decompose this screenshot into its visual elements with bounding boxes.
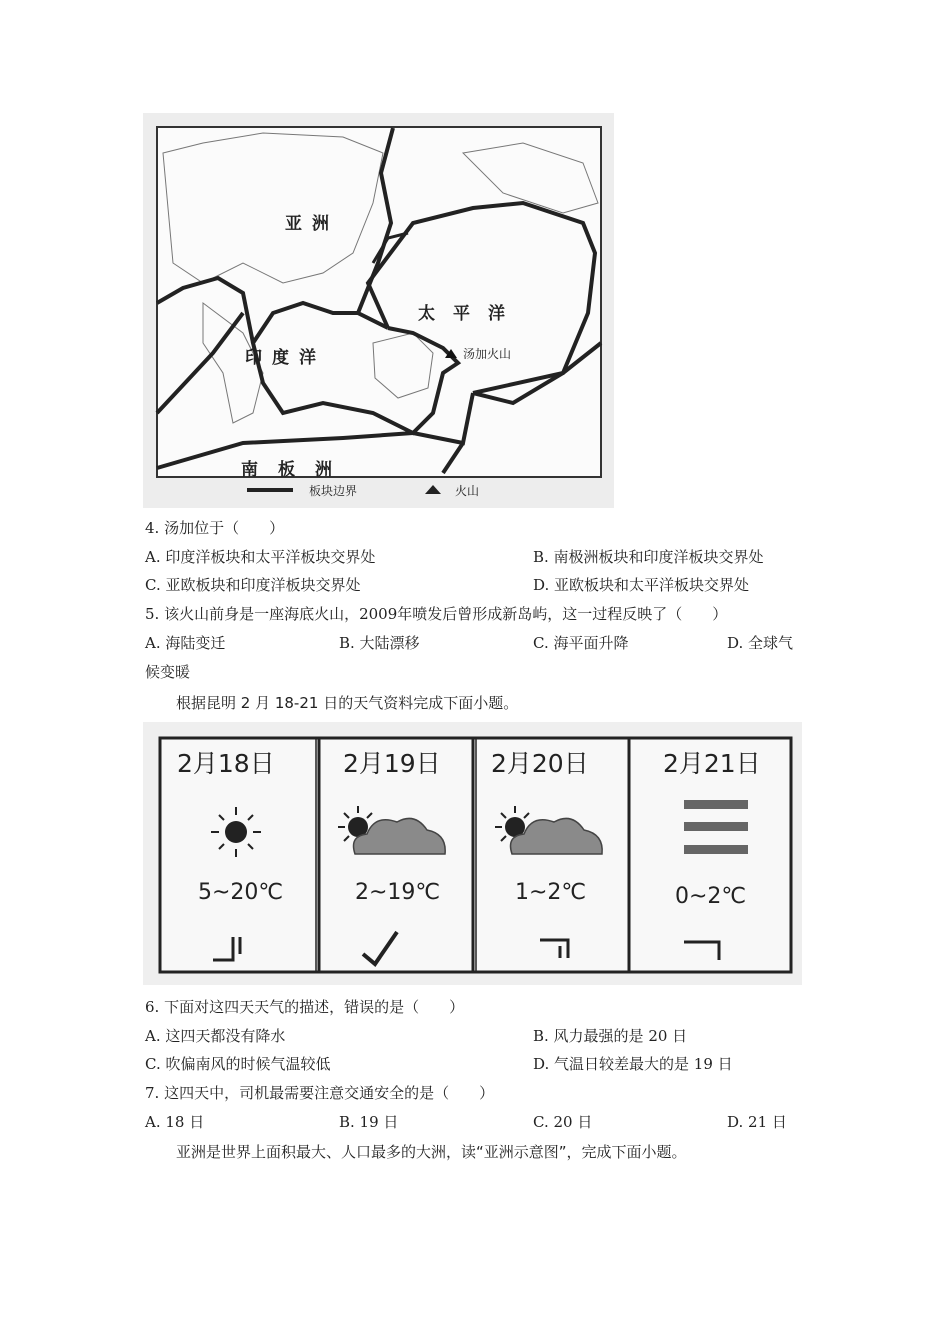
weather-panel	[143, 722, 802, 985]
weather-temp-2: 2~19℃	[355, 880, 441, 905]
question-7-option-c: C. 20 日	[533, 1113, 593, 1131]
fog-icon	[684, 800, 748, 854]
weather-date-4: 2月21日	[663, 749, 761, 778]
question-6-option-d: D. 气温日较差最大的是 19 日	[533, 1055, 733, 1073]
legend-boundary-label: 板块边界	[309, 484, 358, 498]
question-5-stem: 5. 该火山前身是一座海底火山，2009年喷发后曾形成新岛屿，这一过程反映了（ ）	[145, 605, 728, 623]
weather-date-3: 2月20日	[491, 749, 589, 778]
weather-date-1: 2月18日	[177, 749, 275, 778]
question-4-option-b: B. 南极洲板块和印度洋板块交界处	[533, 548, 764, 566]
weather-temp-4: 0~2℃	[675, 884, 747, 909]
plate-map	[143, 113, 614, 508]
question-4-option-c: C. 亚欧板块和印度洋板块交界处	[145, 576, 361, 594]
question-4-option-a: A. 印度洋板块和太平洋板块交界处	[145, 548, 376, 566]
question-5-option-d: D. 全球气	[727, 634, 794, 652]
question-4-option-d: D. 亚欧板块和太平洋板块交界处	[533, 576, 750, 594]
label-tonga-volcano: 汤加火山	[463, 347, 512, 361]
question-6-option-c: C. 吹偏南风的时候气温较低	[145, 1055, 331, 1073]
label-asia: 亚洲	[285, 214, 339, 234]
plate-map-graphic	[143, 113, 614, 508]
question-4-stem: 4. 汤加位于（ ）	[145, 519, 285, 537]
label-indian: 印度洋	[245, 348, 326, 368]
weather-temp-1: 5~20℃	[198, 880, 284, 905]
question-5-option-b: B. 大陆漂移	[339, 634, 420, 652]
weather-intro: 根据昆明 2 月 18-21 日的天气资料完成下面小题。	[176, 694, 519, 712]
label-antarctic: 南板洲	[241, 460, 352, 480]
legend-volcano-label: 火山	[455, 484, 480, 498]
question-7-stem: 7. 这四天中，司机最需要注意交通安全的是（ ）	[145, 1084, 495, 1102]
question-6-option-a: A. 这四天都没有降水	[145, 1027, 286, 1045]
question-7-option-d: D. 21 日	[727, 1113, 787, 1131]
question-5-option-c: C. 海平面升降	[533, 634, 629, 652]
legend-volcano-icon	[425, 485, 441, 494]
question-5-option-d-continued: 候变暖	[145, 663, 191, 681]
question-5-option-a: A. 海陆变迁	[145, 634, 226, 652]
question-6-stem: 6. 下面对这四天天气的描述，错误的是（ ）	[145, 998, 465, 1016]
label-pacific: 太平洋	[418, 304, 523, 324]
question-7-option-a: A. 18 日	[145, 1113, 205, 1131]
weather-date-2: 2月19日	[343, 749, 441, 778]
question-6-option-b: B. 风力最强的是 20 日	[533, 1027, 688, 1045]
weather-temp-3: 1~2℃	[515, 880, 587, 905]
asia-intro: 亚洲是世界上面积最大、人口最多的大洲，读“亚洲示意图”，完成下面小题。	[176, 1143, 687, 1161]
question-7-option-b: B. 19 日	[339, 1113, 399, 1131]
